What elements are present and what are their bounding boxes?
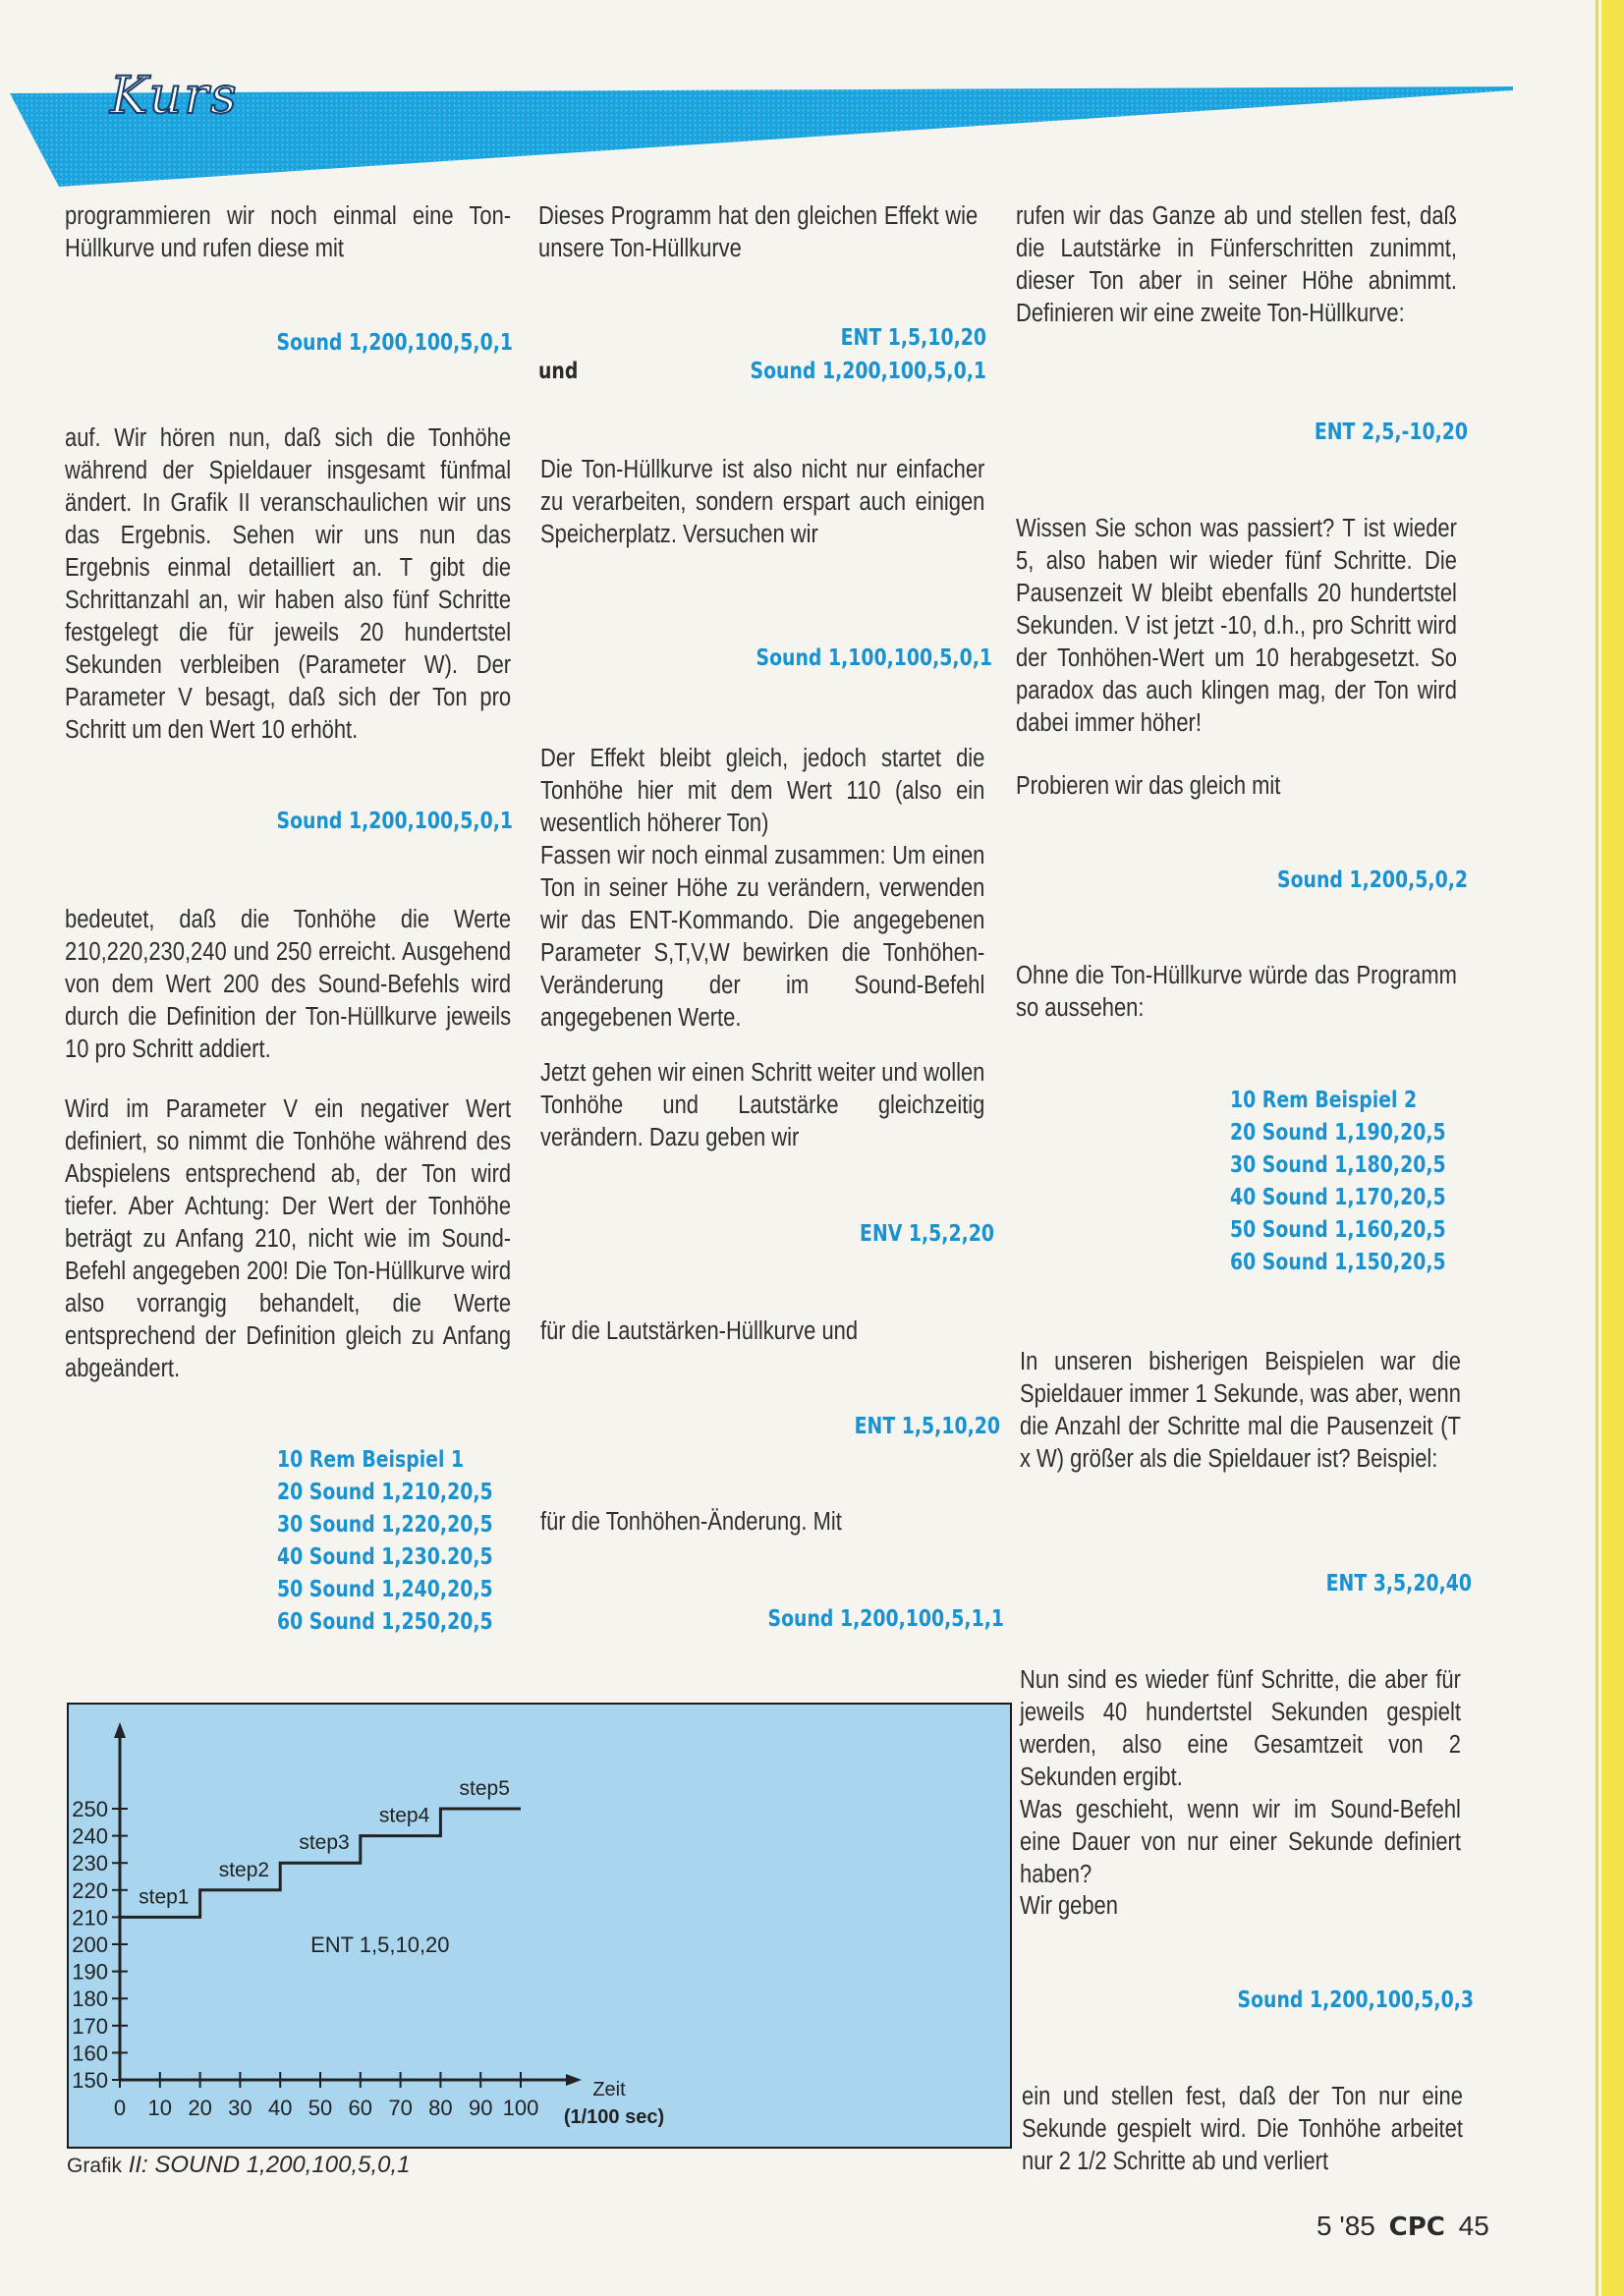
listing-line: 40 Sound 1,230.20,5 — [277, 1544, 493, 1570]
page-number: 45 — [1458, 2211, 1489, 2241]
code-line: ENT 1,5,10,20 — [840, 325, 986, 351]
paragraph: Probieren wir das gleich mit — [1016, 772, 1281, 800]
paragraph: Ohne die Ton-Hüllkurve würde das Programm so aussehen: — [1016, 962, 1457, 1022]
y-tick-label: 160 — [72, 2041, 108, 2066]
listing-line: 50 Sound 1,160,20,5 — [1230, 1217, 1446, 1243]
y-tick-label: 190 — [72, 1959, 108, 1985]
listing-1 — [277, 1444, 572, 1639]
code-line: Sound 1,200,100,5,0,1 — [276, 330, 513, 356]
paragraph: ein und stellen fest, daß der Ton nur eine Sekunde gespielt wird. Die Tonhöhe arbeitet nur 2 1/2 Schritte ab und verliert — [1022, 2083, 1463, 2175]
step-label: step1 — [139, 1885, 190, 1909]
paragraph: Was geschieht, wenn wir im Sound-Befehl eine Dauer von nur einer Sekunde definiert haben? — [1020, 1796, 1461, 1888]
step-label: step3 — [299, 1831, 350, 1855]
listing-line: 10 Rem Beispiel 2 — [1230, 1088, 1418, 1113]
x-tick-label: 80 — [428, 2096, 453, 2120]
code-line: Sound 1,200,100,5,0,1 — [276, 809, 513, 834]
code-line: Sound 1,100,100,5,0,1 — [756, 645, 992, 671]
page-edge-line — [1596, 0, 1598, 2296]
paragraph: rufen wir das Ganze ab und stellen fest, daß die Lautstärke in Fünferschritten zunimmt, dieser Ton aber in seiner Höhe abnimmt. Definieren wir eine zweite Ton-Hüllkurve: — [1016, 202, 1457, 327]
y-tick-label: 240 — [72, 1823, 108, 1849]
y-axis-arrow — [114, 1722, 126, 1738]
paragraph: Wird im Parameter V ein negativer Wert definiert, so nimmt die Tonhöhe während des Abspielens entsprechend ab, der Ton wird tiefer. Aber Achtung: Der Wert der Tonhöhe beträgt zu Anfang 210, nicht wie im Sound-Befehl angegeben 200! Die Ton-Hüllkurve wird also vorrangig behandelt, die Werte entsprechend der Definition gleich zu Anfang abgeändert. — [65, 1095, 512, 1382]
code-line: ENT 1,5,10,20 — [854, 1414, 1000, 1439]
x-unit-label: (1/100 sec) — [563, 2106, 665, 2128]
y-tick-label: 230 — [72, 1851, 108, 1876]
y-tick-label: 250 — [72, 1797, 108, 1821]
section-title: Kurs — [110, 67, 239, 126]
code-line: Sound 1,200,5,0,2 — [1277, 868, 1468, 893]
listing-2 — [1230, 1085, 1525, 1279]
issue-number: 5 '85 — [1316, 2211, 1375, 2241]
paragraph: programmieren wir noch einmal eine Ton-Hüllkurve und rufen diese mit — [65, 202, 512, 262]
code-line: ENV 1,5,2,20 — [860, 1221, 994, 1247]
code-line: ENT 3,5,20,40 — [1325, 1571, 1472, 1596]
y-tick-label: 180 — [72, 1987, 108, 2012]
code-line: Sound 1,200,100,5,1,1 — [767, 1606, 1004, 1632]
col1-para-1 — [65, 200, 511, 265]
x-tick-label: 30 — [228, 2096, 252, 2120]
x-unit-label: Zeit — [592, 2079, 626, 2100]
x-tick-label: 40 — [267, 2096, 293, 2120]
listing-line: 20 Sound 1,210,20,5 — [277, 1480, 493, 1505]
paragraph: Wir geben — [1020, 1892, 1118, 1920]
paragraph: Jetzt gehen wir einen Schritt weiter und wollen Tonhöhe und Lautstärke gleichzeitig verändern. Dazu geben wir — [540, 1059, 985, 1151]
x-tick-label: 90 — [468, 2096, 493, 2120]
chart-svg — [69, 1705, 1010, 2147]
paragraph: bedeutet, daß die Tonhöhe die Werte 210,220,230,240 und 250 erreicht. Ausgehend von dem Wert 200 des Sound-Befehls wird durch die Definition der Ton-Hüllkurve jeweils 10 pro Schritt addiert. — [65, 906, 512, 1063]
x-tick-label: 60 — [348, 2096, 373, 2120]
listing-line: 10 Rem Beispiel 1 — [277, 1447, 465, 1473]
step-label: step2 — [218, 1858, 270, 1881]
paragraph: Die Ton-Hüllkurve ist also nicht nur einfacher zu verarbeiten, sondern erspart auch einigen Speicherplatz. Versuchen wir — [540, 456, 985, 548]
y-tick-label: 220 — [72, 1877, 108, 1903]
y-tick-label: 150 — [72, 2068, 108, 2093]
y-tick-label: 200 — [72, 1932, 108, 1957]
listing-line: 60 Sound 1,150,20,5 — [1230, 1250, 1446, 1275]
x-axis-arrow — [566, 2074, 582, 2086]
x-tick-label: 20 — [188, 2096, 212, 2120]
listing-line: 30 Sound 1,220,20,5 — [277, 1512, 493, 1538]
x-tick-label: 10 — [147, 2096, 173, 2120]
code-line-und: und — [538, 359, 579, 384]
paragraph: für die Tonhöhen-Änderung. Mit — [540, 1508, 842, 1536]
paragraph: Wissen Sie schon was passiert? T ist wieder 5, also haben wir wieder fünf Schritte. Die Pausenzeit W bleibt ebenfalls 20 hundertstel Sekunden. V ist jetzt -10, d.h., pro Schritt wird der Tonhöhen-Wert um 10 herabgesetzt. So paradox das auch klingen mag, der Ton wird dabei immer höher! — [1016, 515, 1457, 737]
paragraph: Der Effekt bleibt gleich, jedoch startet die Tonhöhe hier mit dem Wert 110 (also ein wesentlich höherer Ton) — [540, 745, 985, 837]
page-footer — [1316, 2211, 1489, 2242]
magazine-name: CPC — [1388, 2212, 1445, 2242]
page-edge — [1601, 0, 1624, 2296]
chart-caption — [67, 2152, 411, 2179]
code-line: Sound 1,200,100,5,0,1 — [750, 359, 986, 384]
x-tick-label: 70 — [388, 2096, 413, 2120]
listing-line: 30 Sound 1,180,20,5 — [1230, 1152, 1446, 1178]
step-label: step4 — [378, 1804, 430, 1827]
y-tick-label: 210 — [72, 1905, 108, 1931]
code-line: ENT 2,5,-10,20 — [1314, 420, 1468, 445]
x-tick-label: 50 — [308, 2096, 333, 2120]
caption-label: Grafik — [67, 2155, 123, 2177]
caption-italic: II: SOUND 1,200,100,5,0,1 — [128, 2152, 411, 2178]
paragraph: für die Lautstärken-Hüllkurve und — [540, 1317, 859, 1345]
listing-line: 60 Sound 1,250,20,5 — [277, 1609, 493, 1635]
y-tick-label: 170 — [72, 2013, 108, 2039]
paragraph: In unseren bisherigen Beispielen war die Spieldauer immer 1 Sekunde, was aber, wenn die Anzahl der Schritte mal die Pausenzeit (T x W) größer als die Spieldauer ist? Beispiel: — [1020, 1348, 1461, 1473]
paragraph: auf. Wir hören nun, daß sich die Tonhöhe während der Spieldauer insgesamt fünfmal ändert. In Grafik II veranschaulichen wir uns das Ergebnis. Sehen wir uns nun das Ergebnis einmal detailliert an. T gibt die Schrittanzahl an, wir haben also fünf Schritte festgelegt die für jeweils 20 hundertstel Sekunden verbleiben (Parameter W). Der Parameter V besagt, daß sich der Ton pro Schritt um den Wert 10 erhöht. — [65, 424, 512, 744]
code-line: Sound 1,200,100,5,0,3 — [1237, 1988, 1474, 2013]
listing-line: 50 Sound 1,240,20,5 — [277, 1577, 493, 1602]
x-tick-label: 100 — [502, 2096, 539, 2120]
chart-annotation: ENT 1,5,10,20 — [310, 1932, 450, 1957]
paragraph: Dieses Programm hat den gleichen Effekt wie unsere Ton-Hüllkurve — [538, 202, 979, 262]
x-tick-label: 0 — [113, 2096, 127, 2120]
paragraph: Fassen wir noch einmal zusammen: Um einen Ton in seiner Höhe zu verändern, verwenden wir das ENT-Kommando. Die angegebenen Parameter S,T,V,W bewirken die Tonhöhen-Veränderung der im Sound-Befehl angegebenen Werte. — [540, 842, 985, 1032]
step-chart — [67, 1703, 1012, 2149]
listing-line: 40 Sound 1,170,20,5 — [1230, 1185, 1446, 1210]
listing-line: 20 Sound 1,190,20,5 — [1230, 1120, 1446, 1146]
step-label: step5 — [459, 1777, 510, 1800]
paragraph: Nun sind es wieder fünf Schritte, die aber für jeweils 40 hundertstel Sekunden gespielt werden, also eine Gesamtzeit von 2 Sekunden ergibt. — [1020, 1666, 1461, 1791]
